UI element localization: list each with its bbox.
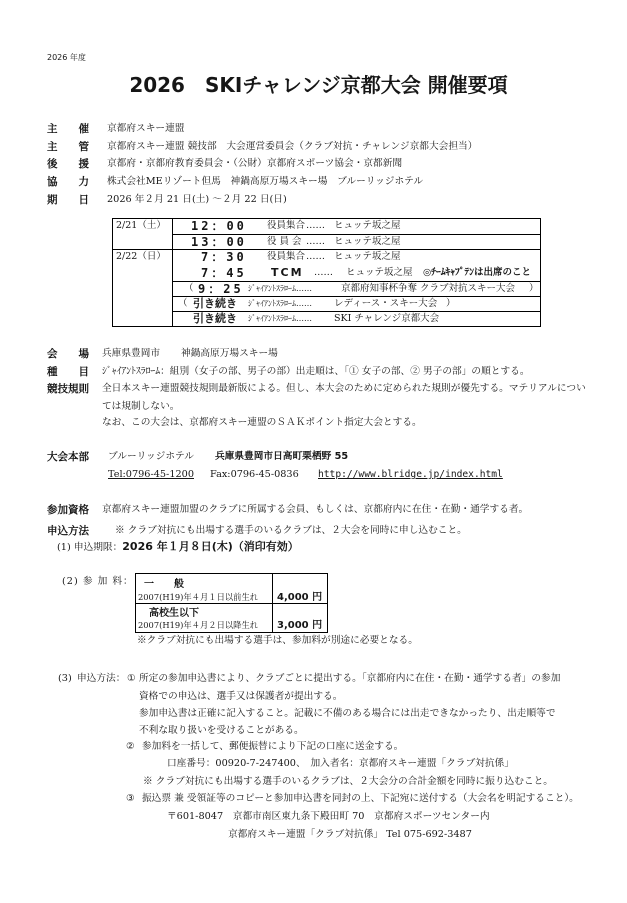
schedule-discipline: ｼﾞｬｲｱﾝﾄｽﾗﾛｰﾑ…… <box>248 298 312 308</box>
schedule-table <box>112 218 541 327</box>
schedule-dots: …… <box>306 235 325 247</box>
fee-note: ※クラブ対抗にも出場する選手は、参加料が別途に必要となる。 <box>137 635 418 646</box>
schedule-date: 2/21（土） <box>116 220 166 231</box>
hq-label: 大会本部 <box>47 451 89 463</box>
schedule-time: 7：45 <box>201 266 247 280</box>
step-line: 参加料を一括して、郵便振替により下記の口座に送金する。 <box>142 741 404 752</box>
account-info: 口座番号：00920-7-247400、 加入者名：京都府スキー連盟「クラブ対抗係」 <box>167 758 514 769</box>
step-line: 不利な取り扱いを受けることがある。 <box>139 725 304 736</box>
step-line: 振込票 兼 受領証等のコピーと参加申込書を同封の上、下記宛に送付する（大会名を明記すること）。 <box>142 793 579 804</box>
schedule-event: レディース・スキー大会 <box>334 297 438 309</box>
step-mark: ② <box>126 741 135 752</box>
deadline-value: 2026 年１月８日(木)（消印有効） <box>122 540 299 553</box>
schedule-time: 12：00 <box>191 219 247 233</box>
deadline-number: (1) <box>57 542 71 553</box>
schedule-event: 役 員 会 <box>267 235 302 247</box>
deadline-label: 申込期限： <box>73 542 123 553</box>
schedule-date: 2/22（日） <box>116 251 166 262</box>
overview-value-support: 京都府・京都府教育委員会・（公財）京都府スポーツ協会・京都新聞 <box>107 158 403 169</box>
schedule-dots: …… <box>314 267 333 278</box>
schedule-open-paren: （ <box>178 297 188 309</box>
schedule-event: 役員集合 <box>267 220 306 231</box>
mailing-address: 〒601-8047 京都市南区東九条下殿田町 70 京都府スポーツセンター内 <box>167 811 490 822</box>
schedule-event: 役員集合 <box>267 251 306 262</box>
hq-fax: Fax:0796-45-0836 <box>210 469 299 480</box>
step-line: 所定の参加申込書により、クラブごとに提出する。「京都府内に在住・在勤・通学する者」の参加 <box>139 673 561 684</box>
venue-place: 神鍋高原万場スキー場 <box>181 348 278 359</box>
fee-condition: 2007(H19)年４月１日以前生れ <box>138 592 259 602</box>
venue-city: 兵庫県豊岡市 <box>102 348 161 359</box>
schedule-place: ヒュッテ坂之屋 <box>346 267 413 278</box>
step-mark: ① <box>127 673 136 684</box>
schedule-event: SKI チャレンジ京都大会 <box>334 312 440 324</box>
overview-label-support: 後 援 <box>47 158 89 170</box>
schedule-event: TCM <box>271 266 304 279</box>
rules-line: なお、この大会は、京都府スキー連盟のＳＡＫポイント指定大会とする。 <box>102 417 422 428</box>
overview-value-cooperation: 株式会社MEリゾート但馬 神鍋高原万場スキー場 ブルーリッジホテル <box>107 176 424 187</box>
page-title: 2026 SKIチャレンジ京都大会 開催要項 <box>129 73 508 97</box>
eligibility-label: 参加資格 <box>47 504 89 516</box>
application-note: ※ クラブ対抗にも出場する選手のいるクラブは、２大会を同時に申し込むこと。 <box>115 525 467 536</box>
schedule-place: ヒュッテ坂之屋 <box>334 235 401 247</box>
rules-line: ては規制しない。 <box>102 401 180 412</box>
event-type-label: 種 目 <box>47 366 89 378</box>
schedule-dots: …… <box>306 220 325 231</box>
overview-value-date: 2026 年２月 21 日(土) ～２月 22 日(日) <box>107 194 287 205</box>
overview-value-organizer: 京都府スキー連盟 <box>107 123 185 134</box>
event-type-value: ｼﾞｬｲｱﾝﾄｽﾗﾛｰﾑ：組別（女子の部、男子の部）出走順は、「① 女子の部、② 男子の部」の順とする。 <box>102 366 530 377</box>
overview-label-cooperation: 協 力 <box>47 176 89 188</box>
eligibility-value: 京都府スキー連盟加盟のクラブに所属する会員、もしくは、京都府内に在住・在勤・通学する者。 <box>102 504 529 515</box>
fee-category: 一 般 <box>144 579 184 590</box>
schedule-column-divider <box>172 219 173 326</box>
method-label: 申込方法： <box>77 673 126 684</box>
fee-label: 参 加 料： <box>82 576 134 587</box>
fee-amount: 3,000 円 <box>277 620 323 631</box>
method-number: (3) <box>58 673 72 684</box>
rules-label: 競技規則 <box>47 383 89 395</box>
step-mark: ③ <box>126 793 135 804</box>
schedule-close-paren: ） <box>529 282 539 294</box>
schedule-day-divider <box>113 249 540 250</box>
step-line: 資格での申込は、選手又は保護者が提出する。 <box>139 691 343 702</box>
fee-number: (2) <box>62 576 79 587</box>
deadline-item <box>57 540 299 555</box>
fee-item <box>62 575 134 589</box>
overview-label-management: 主 管 <box>47 141 89 153</box>
schedule-dots: …… <box>306 251 325 262</box>
venue-label: 会 場 <box>47 348 89 360</box>
hq-tel-link[interactable]: Tel:0796-45-1200 <box>108 469 194 480</box>
schedule-time: 13：00 <box>191 234 247 249</box>
fiscal-year: 2026 年度 <box>47 53 86 62</box>
schedule-place: ヒュッテ坂之屋 <box>334 220 401 231</box>
schedule-time: 7：30 <box>201 250 247 264</box>
schedule-close-paren: ） <box>446 297 456 309</box>
schedule-time: 引き続き <box>193 311 237 325</box>
hq-address: 兵庫県豊岡市日高町栗栖野 55 <box>215 451 349 462</box>
schedule-place: ヒュッテ坂之屋 <box>334 251 401 262</box>
fee-condition: 2007(H19)年４月２日以降生れ <box>138 620 259 630</box>
fee-table <box>135 573 328 633</box>
schedule-discipline: ｼﾞｬｲｱﾝﾄｽﾗﾛｰﾑ…… <box>248 313 312 323</box>
rules-line: 全日本スキー連盟競技規則最新版による。但し、本大会のために定められた規則が優先する。マテリアルについ <box>102 383 586 394</box>
overview-label-organizer: 主 催 <box>47 123 89 135</box>
schedule-open-paren: （ <box>184 282 194 294</box>
fee-amount: 4,000 円 <box>277 592 323 603</box>
hq-url-link[interactable]: http://www.blridge.jp/index.html <box>318 469 503 480</box>
transfer-note: ※ クラブ対抗にも出場する選手のいるクラブは、２大会分の合計金額を同時に振り込むこと。 <box>143 776 553 787</box>
overview-value-management: 京都府スキー連盟 競技部 大会運営委員会（クラブ対抗・チャレンジ京都大会担当） <box>107 141 478 152</box>
application-label: 申込方法 <box>47 525 89 537</box>
schedule-discipline: ｼﾞｬｲｱﾝﾄｽﾗﾛｰﾑ…… <box>248 283 312 293</box>
schedule-time: 引き続き <box>193 296 237 310</box>
contact-info: 京都府スキー連盟「クラブ対抗係」 Tel 075-692-3487 <box>228 829 472 840</box>
schedule-event: 京都府知事杯争奪 クラブ対抗スキー大会 <box>341 282 516 294</box>
step-line: 参加申込書は正確に記入すること。記載に不備のある場合には出走できなかったり、出走順等で <box>139 708 556 719</box>
overview-label-date: 期 日 <box>47 194 89 206</box>
hq-name: ブルーリッジホテル <box>108 451 194 462</box>
schedule-time: 9：25 <box>198 281 244 296</box>
fee-category: 高校生以下 <box>149 608 199 619</box>
schedule-note: ◎ﾁｰﾑｷｬﾌﾟﾃﾝは出席のこと <box>423 267 532 278</box>
